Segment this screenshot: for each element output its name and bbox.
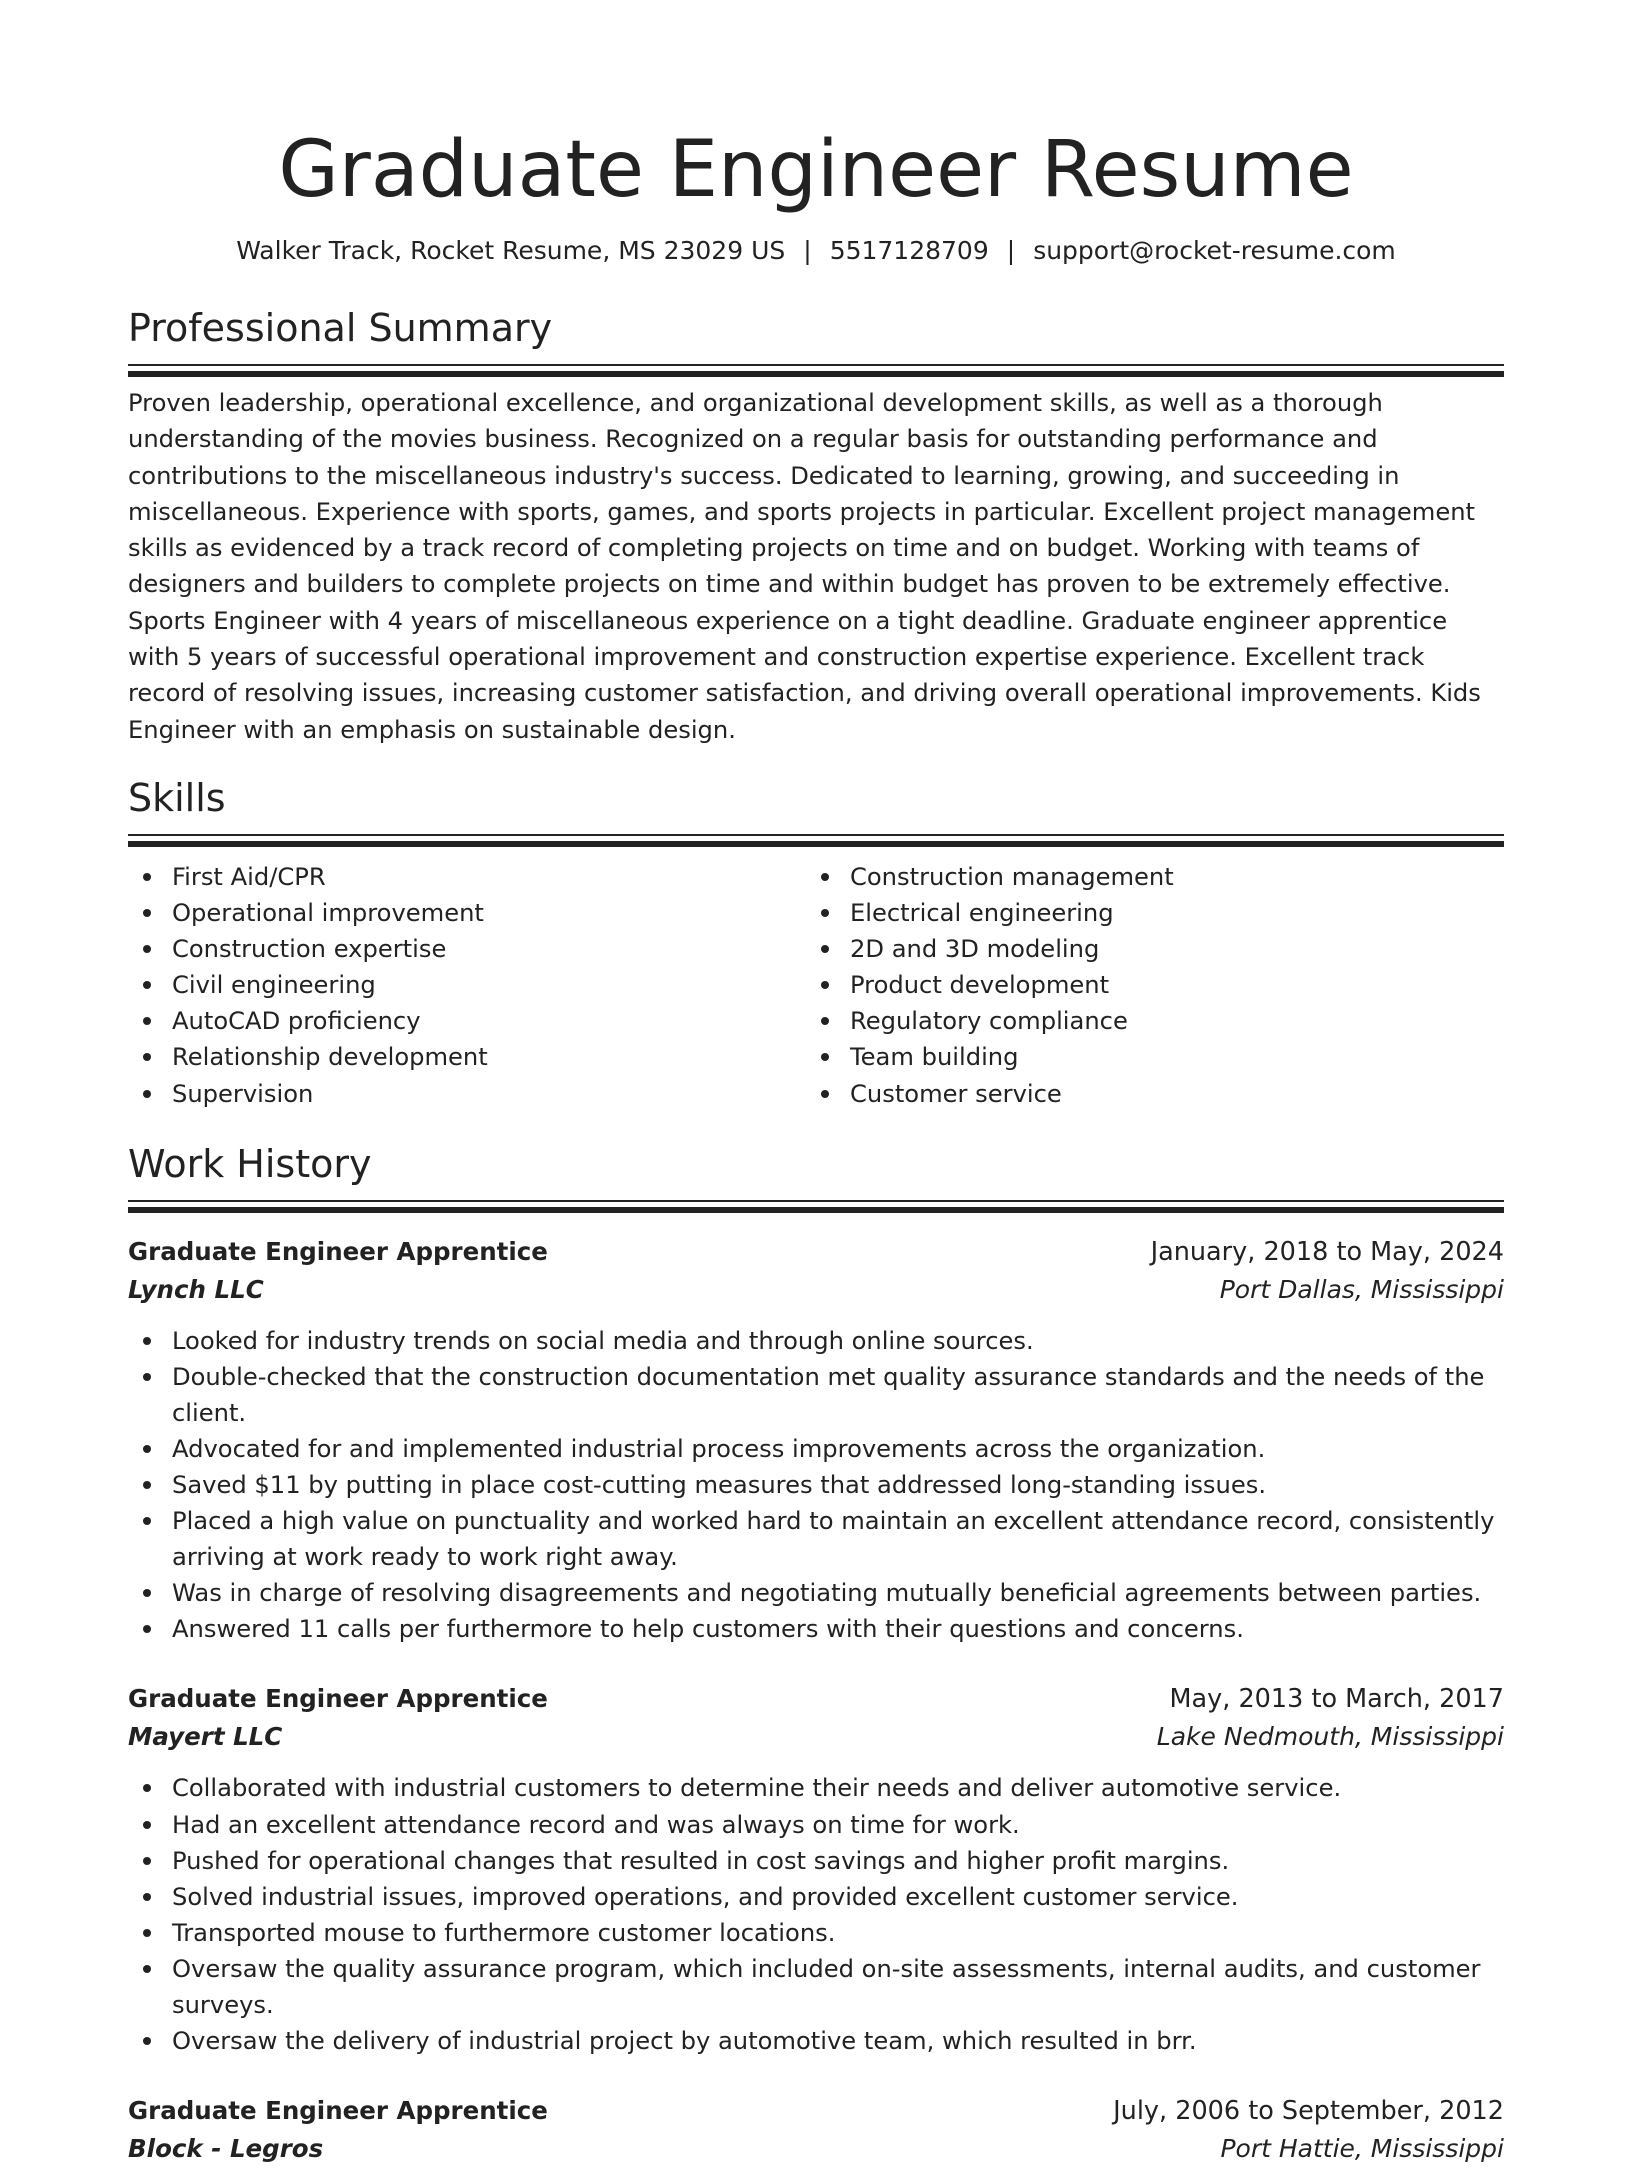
skill-item: AutoCAD proficiency [128, 1003, 806, 1039]
contact-separator: | [803, 236, 812, 265]
job-header [128, 1680, 1504, 1718]
job-title: Graduate Engineer Apprentice [128, 2096, 548, 2126]
job-duty-item: Oversaw the delivery of industrial project by automotive team, which resulted in brr. [128, 2023, 1504, 2059]
contact-phone: 5517128709 [829, 236, 989, 265]
job-location: Port Dallas, Mississippi [1219, 1274, 1504, 1304]
contact-separator: | [1006, 236, 1016, 265]
job-entry [128, 1680, 1504, 2059]
work-history-section [128, 1140, 1504, 2168]
section-heading-work: Work History [128, 1141, 372, 1186]
job-location: Lake Nedmouth, Mississippi [1156, 1722, 1504, 1752]
job-company: Block - Legros [128, 2134, 324, 2164]
skill-item: 2D and 3D modeling [806, 931, 1484, 967]
job-duty-item: Had an excellent attendance record and was always on time for work. [128, 1807, 1504, 1843]
job-duty-item: Pushed for operational changes that resulted in cost savings and higher profit margins. [128, 1843, 1504, 1879]
skill-item: Operational improvement [128, 895, 806, 931]
job-duty-item: Answered 11 calls per furthermore to help customers with their questions and concerns. [128, 1611, 1504, 1647]
skill-item: Customer service [806, 1076, 1484, 1112]
job-duty-item: Was in charge of resolving disagreements and negotiating mutually beneficial agreements between parties. [128, 1575, 1504, 1611]
skill-item: Team building [806, 1039, 1484, 1075]
job-duty-item: Advocated for and implemented industrial process improvements across the organization. [128, 1431, 1504, 1467]
skills-columns [128, 859, 1504, 1112]
skills-section [128, 774, 1504, 1112]
job-entry [128, 1233, 1504, 1648]
contact-line [128, 234, 1504, 268]
job-duties [128, 1323, 1504, 1648]
job-duty-item: Oversaw the quality assurance program, which included on-site assessments, internal audits, and customer surveys. [128, 1951, 1504, 2023]
job-dates: July, 2006 to September, 2012 [1113, 2096, 1504, 2127]
section-divider [128, 364, 1504, 377]
section-divider [128, 834, 1504, 847]
job-duty-item: Collaborated with industrial customers to determine their needs and deliver automotive service. [128, 1770, 1504, 1806]
skill-item: Construction management [806, 859, 1484, 895]
job-title: Graduate Engineer Apprentice [128, 1236, 548, 1266]
job-duty-item: Placed a high value on punctuality and worked hard to maintain an excellent attendance record, consistently arriving at work ready to work right away. [128, 1503, 1504, 1575]
job-header [128, 1233, 1504, 1271]
professional-summary-section [128, 304, 1504, 748]
job-company: Lynch LLC [128, 1274, 264, 1304]
job-subheader [128, 2130, 1504, 2168]
section-heading-skills: Skills [128, 775, 226, 820]
job-dates: May, 2013 to March, 2017 [1169, 1684, 1504, 1715]
job-subheader [128, 1718, 1504, 1756]
job-entry [128, 2092, 1504, 2168]
skill-item: Product development [806, 967, 1484, 1003]
contact-email: support@rocket-resume.com [1033, 236, 1396, 265]
section-heading-summary: Professional Summary [128, 306, 553, 350]
job-dates: January, 2018 to May, 2024 [1150, 1236, 1504, 1267]
resume-title: Graduate Engineer Resume [278, 125, 1354, 215]
skills-list-left [128, 859, 806, 1112]
skill-item: Relationship development [128, 1039, 806, 1075]
job-header [128, 2092, 1504, 2130]
skill-item: Construction expertise [128, 931, 806, 967]
job-duty-item: Looked for industry trends on social media and through online sources. [128, 1323, 1504, 1359]
skill-item: Civil engineering [128, 967, 806, 1003]
skills-list-right [806, 859, 1484, 1112]
job-duty-item: Solved industrial issues, improved operations, and provided excellent customer service. [128, 1879, 1504, 1915]
job-company: Mayert LLC [128, 1722, 283, 1752]
job-duty-item: Saved $11 by putting in place cost-cutting measures that addressed long-standing issues. [128, 1467, 1504, 1503]
skill-item: First Aid/CPR [128, 859, 806, 895]
job-duties [128, 1770, 1504, 2059]
skill-item: Electrical engineering [806, 895, 1484, 931]
section-divider [128, 1200, 1504, 1213]
resume-page [128, 0, 1504, 2168]
skill-item: Regulatory compliance [806, 1003, 1484, 1039]
contact-address: Walker Track, Rocket Resume, MS 23029 US [236, 236, 786, 265]
summary-text: Proven leadership, operational excellence, and organizational development skills, as well as a thorough understanding of the movies business. Recognized on a regular basis for outstanding performance and contributions to the miscellaneous industry's success. Dedicated to learning, growing, and succeeding in miscellaneous. Experience with sports, games, and sports projects in particular. Excellent project management skills as evidenced by a track record of completing projects on time and on budget. Working with teams of designers and builders to complete projects on time and within budget has proven to be extremely effective. Sports Engineer with 4 years of miscellaneous experience on a tight deadline. Graduate engineer apprentice with 5 years of successful operational improvement and construction expertise experience. Excellent track record of resolving issues, increasing customer satisfaction, and driving overall operational improvements. Kids Engineer with an emphasis on sustainable design. [128, 389, 1481, 744]
job-location: Port Hattie, Mississippi [1220, 2134, 1504, 2164]
job-duty-item: Transported mouse to furthermore customer locations. [128, 1915, 1504, 1951]
job-subheader [128, 1271, 1504, 1309]
job-title: Graduate Engineer Apprentice [128, 1684, 548, 1714]
skill-item: Supervision [128, 1076, 806, 1112]
job-duty-item: Double-checked that the construction documentation met quality assurance standards and the needs of the client. [128, 1359, 1504, 1431]
